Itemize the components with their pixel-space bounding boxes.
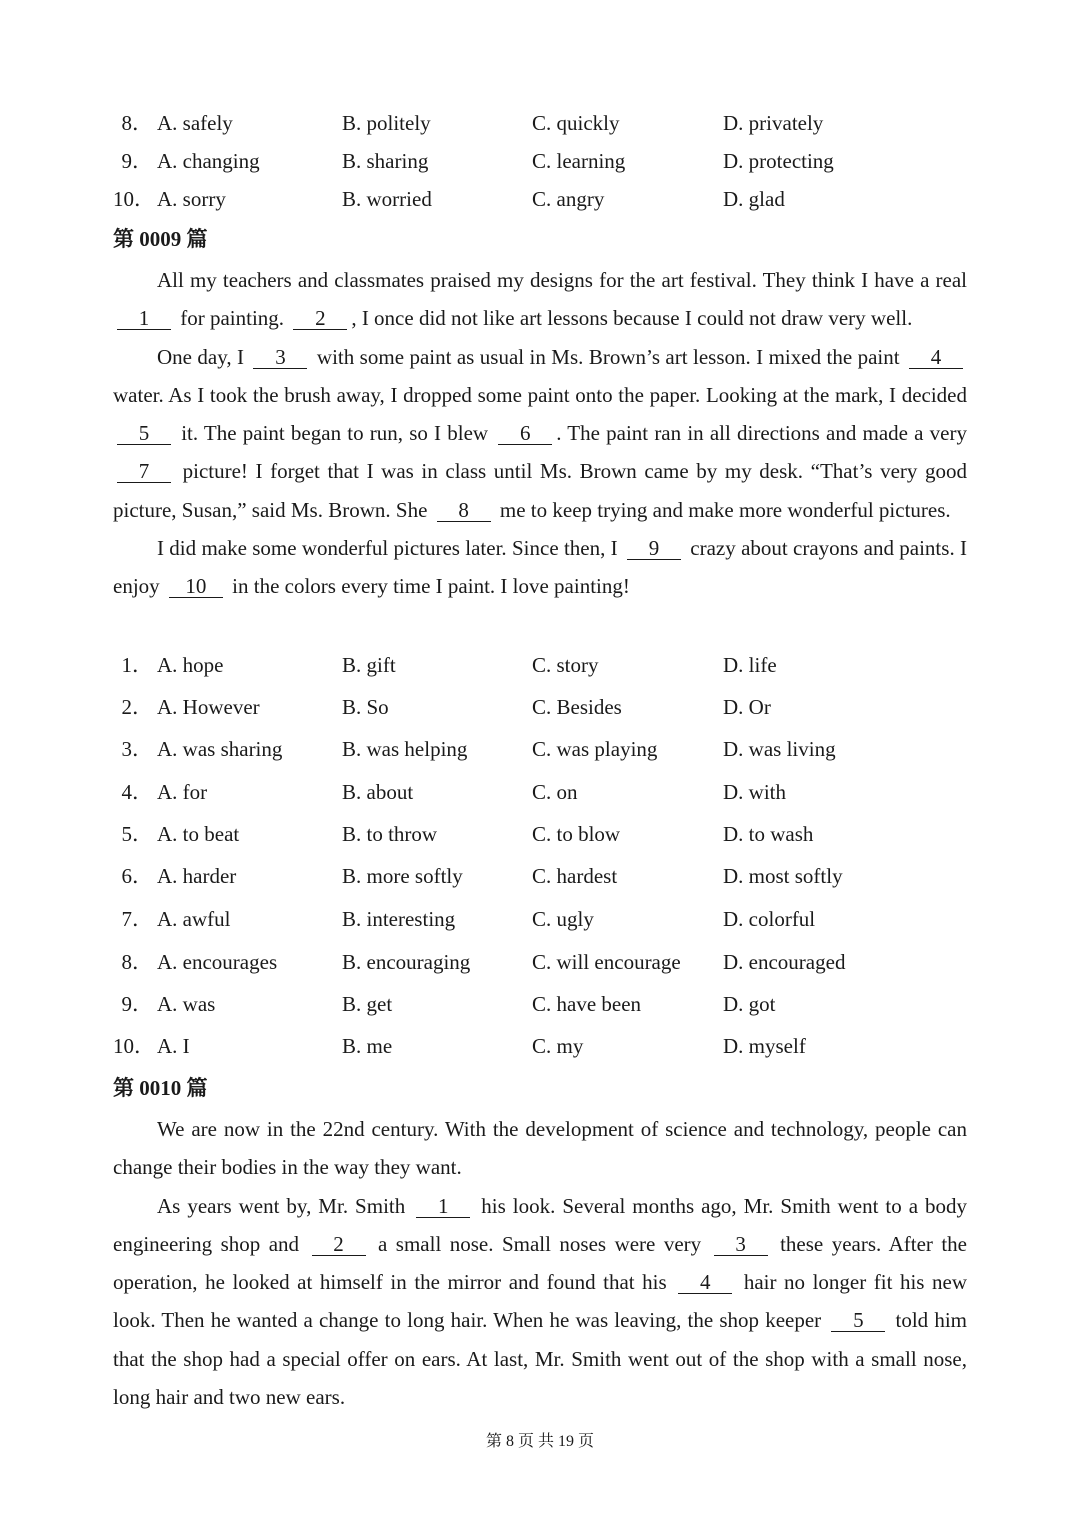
- passage-0009: [113, 261, 967, 606]
- option-a: A. safely: [157, 111, 233, 135]
- option-a: A. awful: [157, 907, 231, 931]
- option-a: A. was: [157, 992, 216, 1016]
- blank: 5: [117, 422, 171, 445]
- option-b: B. me: [342, 1034, 393, 1058]
- blank: 4: [909, 346, 963, 369]
- blank: 1: [117, 307, 171, 330]
- blank: 5: [831, 1309, 885, 1332]
- option-d: D. glad: [723, 187, 785, 211]
- option-c: C. to blow: [532, 822, 621, 846]
- blank: 1: [416, 1195, 470, 1218]
- paragraph: All my teachers and classmates praised my designs for the art festival. They think I have a real 1 for painting. 2 , I once did not like art lessons because I could not draw very well.: [113, 261, 967, 338]
- question-number: 1．: [121, 653, 153, 677]
- option-b: B. gift: [342, 653, 396, 677]
- option-a: A. I: [157, 1034, 190, 1058]
- question-number: 10．: [113, 1034, 155, 1058]
- question-number: 8．: [121, 950, 153, 974]
- option-d: D. was living: [723, 737, 836, 761]
- option-b: B. encouraging: [342, 950, 471, 974]
- option-a: A. changing: [157, 149, 260, 173]
- question-number: 9．: [121, 149, 153, 173]
- option-b: B. So: [342, 695, 389, 719]
- option-d: D. life: [723, 653, 777, 677]
- option-d: D. to wash: [723, 822, 814, 846]
- option-d: D. Or: [723, 695, 771, 719]
- paragraph: One day, I 3 with some paint as usual in Ms. Brown’s art lesson. I mixed the paint 4 water. As I took the brush away, I dropped some paint onto the paper. Looking at the mark, I decided 5 it. The paint began to run, so I blew 6 . The paint ran in all directions and made a very 7 picture! I forget that I was in class until Ms. Brown came by my desk. “That’s very good picture, Susan,” said Ms. Brown. She 8 me to keep trying and make more wonderful pictures.: [113, 344, 967, 522]
- blank: 2: [312, 1233, 366, 1256]
- option-c: C. hardest: [532, 864, 618, 888]
- paragraph: As years went by, Mr. Smith 1 his look. Several months ago, Mr. Smith went to a body engineering shop and 2 a small nose. Small noses were very 3 these years. After the operation, he looked at himself in the mirror and found that his 4 hair no longer fit his new look. Then he wanted a change to long hair. When he was leaving, the shop keeper 5 told him that the shop had a special offer on ears. At last, Mr. Smith went out of the shop with a small nose, long hair and two new ears.: [113, 1193, 968, 1410]
- option-c: C. quickly: [532, 111, 620, 135]
- blank: 7: [117, 460, 171, 483]
- question-number: 4．: [121, 780, 153, 804]
- option-d: D. encouraged: [723, 950, 846, 974]
- option-a: A. encourages: [157, 950, 278, 974]
- option-a: A. sorry: [157, 187, 226, 211]
- page-footer: 第 8 页 共 19 页: [485, 1433, 594, 1450]
- option-d: D. colorful: [723, 907, 816, 931]
- option-c: C. story: [532, 653, 599, 677]
- option-c: C. learning: [532, 149, 626, 173]
- option-d: D. with: [723, 780, 786, 804]
- option-d: D. got: [723, 992, 776, 1016]
- option-c: C. ugly: [532, 907, 594, 931]
- section-heading: 第 0010 篇: [113, 1076, 208, 1100]
- option-c: C. Besides: [532, 695, 622, 719]
- question-number: 9．: [121, 992, 153, 1016]
- option-b: B. was helping: [342, 737, 468, 761]
- option-a: A. harder: [157, 864, 237, 888]
- blank: 10: [169, 575, 223, 598]
- option-c: C. on: [532, 780, 578, 804]
- blank: 4: [678, 1271, 732, 1294]
- question-number: 6．: [121, 864, 153, 888]
- option-b: B. interesting: [342, 907, 456, 931]
- option-c: C. will encourage: [532, 950, 681, 974]
- blank: 2: [293, 307, 347, 330]
- section-heading: 第 0009 篇: [113, 227, 208, 251]
- question-number: 10．: [113, 187, 155, 211]
- question-number: 8．: [121, 111, 153, 135]
- option-a: A. for: [157, 780, 208, 804]
- option-d: D. privately: [723, 111, 824, 135]
- paragraph: We are now in the 22nd century. With the development of science and technology, people can change their bodies in the way they want.: [113, 1117, 967, 1180]
- option-b: B. more softly: [342, 864, 463, 888]
- option-b: B. about: [342, 780, 414, 804]
- option-a: A. hope: [157, 653, 224, 677]
- blank: 3: [253, 346, 307, 369]
- option-c: C. angry: [532, 187, 605, 211]
- option-a: A. However: [157, 695, 260, 719]
- option-a: A. was sharing: [157, 737, 283, 761]
- blank: 3: [714, 1233, 768, 1256]
- option-b: B. get: [342, 992, 393, 1016]
- option-c: C. was playing: [532, 737, 658, 761]
- question-number: 7．: [121, 907, 153, 931]
- passage-0010: [113, 1110, 967, 1416]
- option-d: D. myself: [723, 1034, 806, 1058]
- option-d: D. protecting: [723, 149, 834, 173]
- option-b: B. worried: [342, 187, 432, 211]
- option-c: C. my: [532, 1034, 584, 1058]
- option-b: B. politely: [342, 111, 431, 135]
- question-number: 2．: [121, 695, 153, 719]
- blank: 6: [498, 422, 552, 445]
- question-number: 5．: [121, 822, 153, 846]
- blank: 9: [627, 537, 681, 560]
- option-a: A. to beat: [157, 822, 240, 846]
- question-number: 3．: [121, 737, 153, 761]
- paragraph: I did make some wonderful pictures later. Since then, I 9 crazy about crayons and paints. I enjoy 10 in the colors every time I paint. I love painting!: [113, 536, 967, 599]
- option-c: C. have been: [532, 992, 642, 1016]
- option-d: D. most softly: [723, 864, 843, 888]
- option-b: B. to throw: [342, 822, 438, 846]
- blank: 8: [437, 499, 491, 522]
- option-b: B. sharing: [342, 149, 429, 173]
